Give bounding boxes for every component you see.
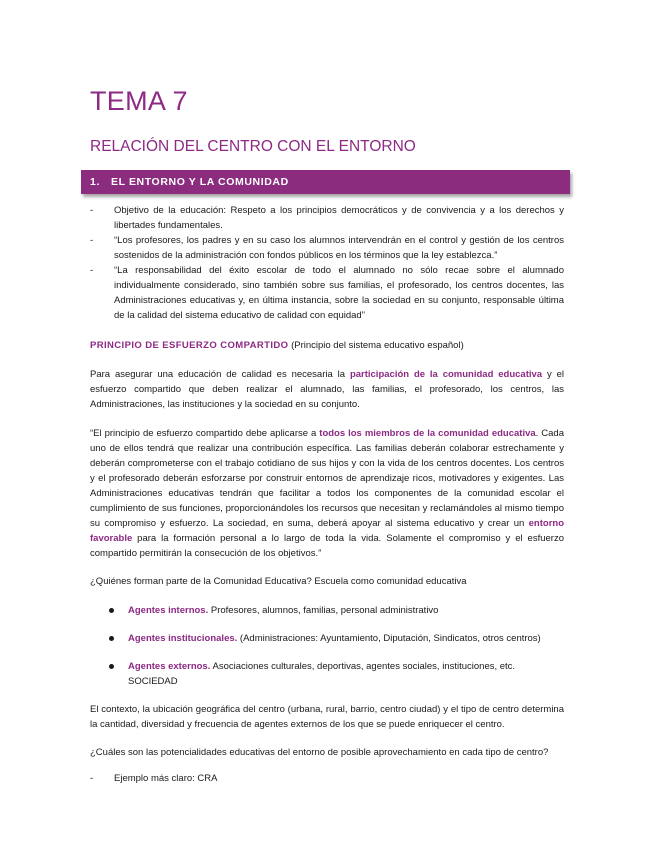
paragraph-context: El contexto, la ubicación geográfica del centro (urbana, rural, barrio, centro ciudad) y el tipo de centro determina la cantidad, diversidad y frecuencia de agentes externos de los que se puede enriquecer el centro. xyxy=(90,704,564,730)
principle-note: (Principio del sistema educativo español) xyxy=(291,340,464,351)
page-title: TEMA 7 xyxy=(90,86,188,116)
list-item: - Ejemplo más claro: CRA xyxy=(90,773,218,784)
intro-list xyxy=(90,203,564,323)
agents-list xyxy=(90,603,564,689)
page-subtitle: RELACIÓN DEL CENTRO CON EL ENTORNO xyxy=(90,138,416,155)
paragraph-text: para la formación personal a lo largo de toda la vida. Solamente el compromiso y el esfuerzo compartido permitirán la consecución de los objetivos.” xyxy=(90,533,564,559)
principle-heading: PRINCIPIO DE ESFUERZO COMPARTIDO xyxy=(90,340,289,351)
agent-description: Asociaciones culturales, deportivas, agentes sociales, instituciones, etc. SOCIEDAD xyxy=(128,661,516,687)
list-item xyxy=(90,659,564,689)
list-item-text: Ejemplo más claro: CRA xyxy=(114,773,218,784)
agent-label: Agentes internos. xyxy=(128,605,209,616)
list-item-text: “Los profesores, los padres y en su caso los alumnos intervendrán en el control y gestión de los centros sostenidos de la administración con fondos públicos en los términos que la ley establezca.” xyxy=(114,235,564,261)
document-body xyxy=(90,203,564,786)
paragraph-participation xyxy=(90,367,564,412)
paragraph-text: Para asegurar una educación de calidad es necesaria la xyxy=(90,369,350,380)
paragraph-text: “El principio de esfuerzo compartido debe aplicarse a xyxy=(90,428,320,439)
bullet-icon xyxy=(109,608,114,613)
list-item-text: “La responsabilidad del éxito escolar de todo el alumnado no sólo recae sobre el alumnado individualmente considerado, sino también sobre sus familias, el profesorado, los centros docentes, las Administraciones educativas y, en última instancia, sobre la sociedad en su conjunto, responsable última de la calidad del sistema educativo de calidad con equidad” xyxy=(114,265,564,321)
paragraph-text: . Cada uno de ellos tendrá que realizar una contribución específica. Las familias deberán colaborar estrechamente y deberán comprometerse con el trabajo cotidiano de sus hijos y con la vida de los centros docentes. Los centros y el profesorado deberán esforzarse por construir entornos de aprendizaje ricos, motivadores y exigentes. Las Administraciones educativas tendrán que facilitar a todos los componentes de la comunidad escolar el cumplimiento de sus funciones, proporcionándoles los recursos que necesitan y reclamándoles al mismo tiempo su compromiso y esfuerzo. La sociedad, en suma, deberá apoyar al sistema educativo y crear un xyxy=(90,428,565,529)
section-title: EL ENTORNO Y LA COMUNIDAD xyxy=(111,176,289,188)
list-item: - Objetivo de la educación: Respeto a los principios democráticos y de convivencia y a los derechos y libertades fundamentales. xyxy=(90,205,564,231)
list-item: - “Los profesores, los padres y en su caso los alumnos intervendrán en el control y gestión de los centros sostenidos de la administración con fondos públicos en los términos que la ley establezca.” xyxy=(90,235,564,261)
question-community: ¿Quiénes forman parte de la Comunidad Educativa? Escuela como comunidad educativa xyxy=(90,576,467,587)
agent-label: Agentes externos. xyxy=(128,661,211,672)
agent-label: Agentes institucionales. xyxy=(128,633,238,644)
bullet-icon xyxy=(109,636,114,641)
section-heading-bar xyxy=(81,170,570,194)
principle-title xyxy=(90,338,564,353)
highlight-text: entorno favorable xyxy=(90,518,564,544)
section-number: 1. xyxy=(90,176,100,188)
list-item xyxy=(90,631,564,646)
agent-description: (Administraciones: Ayuntamiento, Diputación, Sindicatos, otros centros) xyxy=(237,633,541,644)
paragraph-quote xyxy=(90,426,564,561)
example-list xyxy=(90,771,564,786)
question-potential: ¿Cuáles son las potencialidades educativas del entorno de posible aprovechamiento en cada tipo de centro? xyxy=(90,747,549,758)
highlight-text: participación de la comunidad educativa xyxy=(349,369,543,380)
list-item xyxy=(90,603,564,618)
list-item-text: Objetivo de la educación: Respeto a los principios democráticos y de convivencia y a los derechos y libertades fundamentales. xyxy=(114,205,564,231)
bullet-icon xyxy=(109,664,114,669)
highlight-text: todos los miembros de la comunidad educativa xyxy=(319,428,536,439)
paragraph-text: y el esfuerzo compartido que deben realizar el alumnado, las familias, el profesorado, los centros, las Administraciones, las instituciones y la sociedad en su conjunto. xyxy=(90,369,564,410)
agent-description: Profesores, alumnos, familias, personal administrativo xyxy=(208,605,439,616)
list-item: - “La responsabilidad del éxito escolar de todo el alumnado no sólo recae sobre el alumnado individualmente considerado, sino también sobre sus familias, el profesorado, los centros docentes, las Administraciones educativas y, en última instancia, sobre la sociedad en su conjunto, responsable última de la calidad del sistema educativo de calidad con equidad” xyxy=(90,265,564,321)
